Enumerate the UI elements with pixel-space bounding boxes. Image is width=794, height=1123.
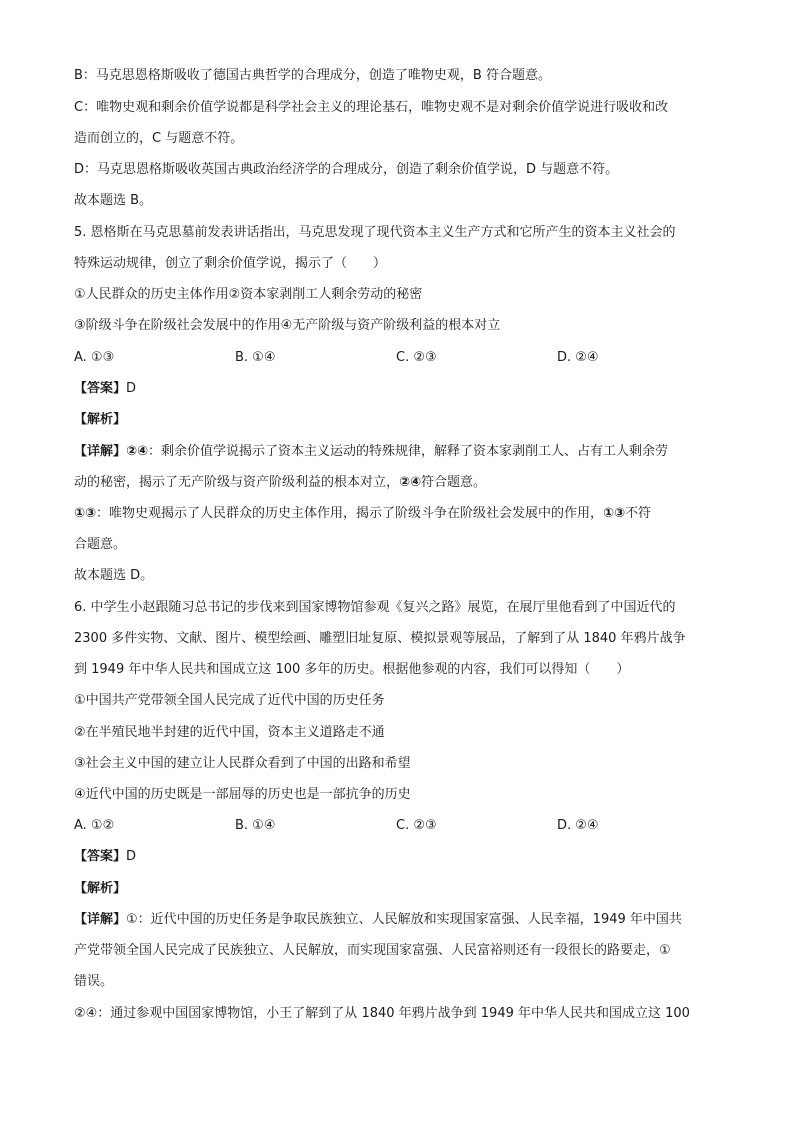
detail-line: 【详解】②④：剩余价值学说揭示了资本主义运动的特殊规律，解释了资本家剥削工人、占有工人剩余劳 (74, 444, 669, 459)
answer-label: 【答案】 (74, 849, 127, 864)
option-d: D. ②④ (557, 818, 599, 833)
answer-line (74, 381, 724, 397)
detail-line: 产党带领全国人民完成了民族独立、人民解放，而实现国家富强、人民富裕则还有一段很长的路要走，① (74, 943, 671, 958)
text-line: C：唯物史观和剩余价值学说都是科学社会主义的理论基石，唯物史观不是对剩余价值学说进行吸收和改 (74, 100, 669, 115)
answer-value: D (126, 381, 137, 396)
text-line: B：马克思恩格斯吸收了德国古典哲学的合理成分，创造了唯物史观，B 符合题意。 (74, 68, 551, 83)
question-6-item: ①中国共产党带领全国人民完成了近代中国的历史任务 (74, 693, 385, 708)
question-6-item: ④近代中国的历史既是一部屈辱的历史也是一部抗争的历史 (74, 787, 411, 802)
detail-label: 【详解】 (74, 912, 127, 927)
detail-line: ①③：唯物史观揭示了人民群众的历史主体作用，揭示了阶级斗争在阶级社会发展中的作用，①③不符 (74, 506, 652, 521)
answer-value: D (126, 849, 137, 864)
question-5-item: ①人民群众的历史主体作用②资本家剥削工人剩余劳动的秘密 (74, 287, 423, 302)
detail-line: 【详解】①：近代中国的历史任务是争取民族独立、人民解放和实现国家富强、人民幸福，1949 年中国共 (74, 912, 682, 927)
question-5-stem: 5. 恩格斯在马克思墓前发表讲话指出，马克思发现了现代资本主义生产方式和它所产生的资本主义社会的 (74, 225, 676, 240)
option-a: A. ①② (74, 818, 115, 833)
analysis-label: 【解析】 (74, 881, 127, 896)
detail-line: ②④：通过参观中国国家博物馆，小王了解到了从 1840 年鸦片战争到 1949 年中华人民共和国成立这 100 (74, 1006, 690, 1021)
question-6-stem: 2300 多件实物、文献、图片、模型绘画、雕塑旧址复原、模拟景观等展品，了解到了从 1840 年鸦片战争 (74, 631, 686, 646)
option-c: C. ②③ (396, 350, 437, 365)
question-5-item: ③阶级斗争在阶级社会发展中的作用④无产阶级与资产阶级利益的根本对立 (74, 318, 501, 333)
option-d: D. ②④ (557, 350, 599, 365)
question-6-item: ③社会主义中国的建立让人民群众看到了中国的出路和希望 (74, 756, 411, 771)
question-6-item: ②在半殖民地半封建的近代中国，资本主义道路走不通 (74, 725, 385, 740)
option-c: C. ②③ (396, 818, 437, 833)
option-b: B. ①④ (235, 818, 276, 833)
detail-line: 错误。 (74, 974, 114, 989)
question-6-stem: 到 1949 年中华人民共和国成立这 100 多年的历史。根据他参观的内容，我们可以得知（ ） (74, 662, 630, 677)
conclusion-line: 故本题选 D。 (74, 568, 154, 583)
text-line: D：马克思恩格斯吸收英国古典政治经济学的合理成分，创造了剩余价值学说，D 与题意不符。 (74, 162, 619, 177)
option-a: A. ①③ (74, 350, 115, 365)
detail-line: 动的秘密，揭示了无产阶级与资产阶级利益的根本对立，②④符合题意。 (74, 475, 487, 490)
text-line: 造而创立的，C 与题意不符。 (74, 131, 244, 146)
text-line: 故本题选 B。 (74, 193, 153, 208)
question-6-stem: 6. 中学生小赵跟随习总书记的步伐来到国家博物馆参观《复兴之路》展览，在展厅里他看到了中国近代的 (74, 600, 676, 615)
analysis-label: 【解析】 (74, 412, 127, 427)
option-b: B. ①④ (235, 350, 276, 365)
detail-label: 【详解】 (74, 444, 127, 459)
answer-line (74, 849, 724, 865)
detail-line: 合题意。 (74, 537, 127, 552)
answer-label: 【答案】 (74, 381, 127, 396)
question-5-stem: 特殊运动规律，创立了剩余价值学说，揭示了（ ） (74, 256, 387, 271)
